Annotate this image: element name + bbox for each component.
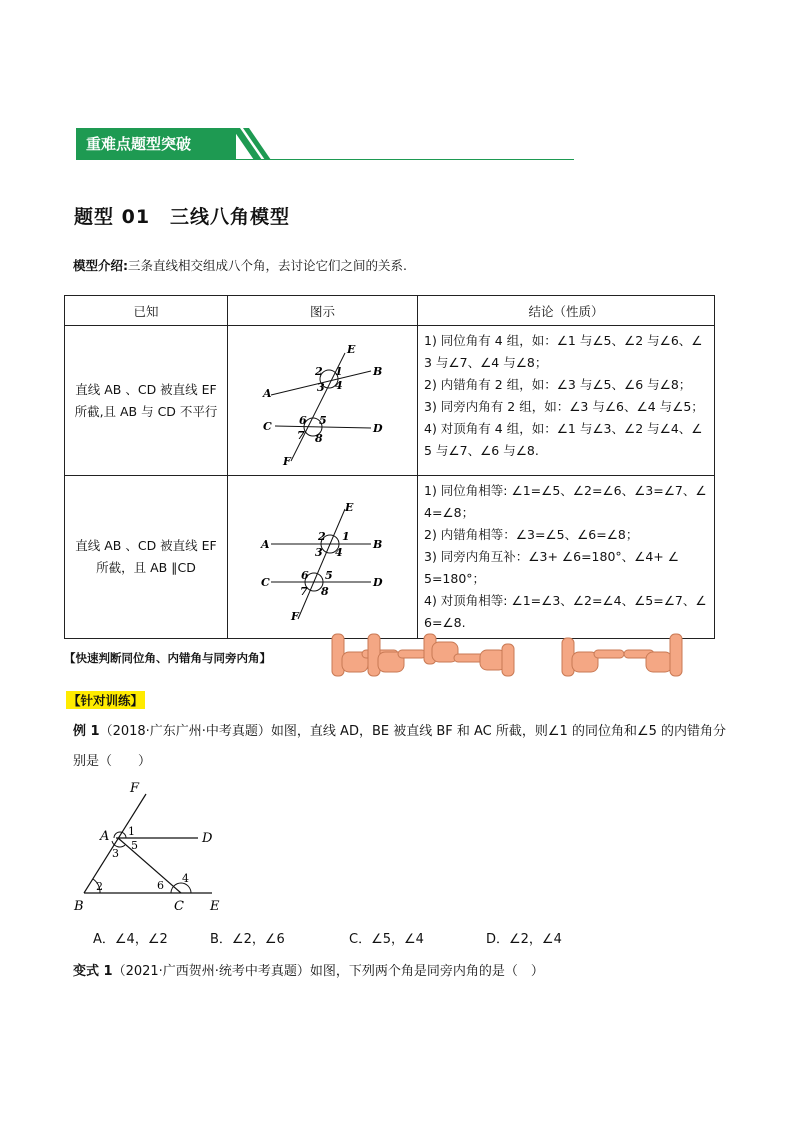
figure-cell bbox=[228, 326, 418, 476]
fig-label: F bbox=[282, 454, 291, 468]
header-figure: 图示 bbox=[228, 296, 418, 326]
conclusion-line: 1) 同位角相等: ∠1=∠5、∠2=∠6、∠3=∠7、∠ bbox=[424, 483, 707, 498]
conclusion-cell bbox=[418, 476, 715, 639]
variant-1-label: 变式 1 bbox=[73, 964, 113, 979]
fig-label: 1 bbox=[341, 530, 350, 543]
intro-label: 模型介绍: bbox=[73, 258, 128, 273]
fig-label: 2 bbox=[96, 880, 103, 893]
fig-label: 8 bbox=[320, 585, 329, 598]
fig-label: C bbox=[262, 419, 272, 433]
fig-label: B bbox=[372, 364, 382, 378]
fig-label: 5 bbox=[131, 839, 138, 852]
three-lines-figure-parallel bbox=[253, 487, 393, 627]
conclusion-line: 4) 对顶角相等: ∠1=∠3、∠2=∠4、∠5=∠7、∠ bbox=[424, 593, 707, 608]
option-d[interactable]: D．∠2，∠4 bbox=[486, 932, 562, 947]
fig-label: 3 bbox=[314, 546, 323, 559]
example-1 bbox=[73, 717, 733, 777]
option-c[interactable]: C．∠5，∠4 bbox=[349, 932, 424, 947]
fig-label: C bbox=[260, 576, 270, 589]
model-intro bbox=[73, 256, 407, 274]
example-1-figure bbox=[70, 778, 240, 918]
fig-label: 4 bbox=[334, 378, 343, 392]
section-banner bbox=[76, 128, 236, 160]
fig-label: B bbox=[74, 899, 84, 914]
conclusion-line: 3 与∠7、∠4 与∠8； bbox=[424, 355, 548, 370]
fig-label: D bbox=[372, 421, 383, 435]
fig-label: 3 bbox=[112, 847, 119, 860]
conclusion-line: 3) 同旁内角互补：∠3+ ∠6=180°、∠4+ ∠ bbox=[424, 549, 679, 564]
conclusion-line: 5 与∠7、∠6 与∠8. bbox=[424, 443, 539, 458]
fig-label: E bbox=[346, 342, 355, 356]
fig-label: 1 bbox=[128, 825, 135, 838]
banner-underline bbox=[76, 159, 574, 160]
known-cell: 直线 AB 、CD 被直线 EF 所截，且 AB ∥CD bbox=[65, 476, 228, 639]
practice-label: 【针对训练】 bbox=[68, 693, 144, 708]
example-1-text: （2018·广东广州·中考真题）如图，直线 AD，BE 被直线 BF 和 AC 所截，则∠1 的同位角和∠5 的内错角分别是（ ） bbox=[73, 724, 727, 769]
fig-label: 7 bbox=[299, 585, 308, 598]
variant-1-text: （2021·广西贺州·统考中考真题）如图，下列两个角是同旁内角的是（ ） bbox=[112, 964, 544, 979]
figure-cell bbox=[228, 476, 418, 639]
table-row bbox=[65, 326, 715, 476]
three-lines-figure-nonparallel bbox=[253, 331, 393, 471]
conclusion-line: 5=180°； bbox=[424, 571, 486, 586]
fig-label: A bbox=[100, 829, 110, 844]
option-a[interactable]: A．∠4，∠2 bbox=[93, 932, 168, 947]
hand-gesture-consecutive-icon bbox=[562, 634, 682, 676]
fig-label: 6 bbox=[300, 569, 309, 582]
fig-label: 2 bbox=[317, 530, 326, 543]
fig-label: 5 bbox=[318, 413, 327, 427]
header-known: 已知 bbox=[65, 296, 228, 326]
model-table bbox=[64, 295, 715, 639]
conclusion-line: 4) 对顶角有 4 组，如：∠1 与∠3、∠2 与∠4、∠ bbox=[424, 421, 703, 436]
banner-stripes-decoration bbox=[232, 124, 272, 162]
conclusion-line: 6=∠8. bbox=[424, 615, 466, 630]
table-row bbox=[65, 476, 715, 639]
conclusion-line: 2) 内错角相等：∠3=∠5、∠6=∠8； bbox=[424, 527, 639, 542]
hand-gestures-illustration bbox=[324, 628, 694, 680]
fig-label: 7 bbox=[296, 428, 305, 442]
conclusion-line: 4=∠8； bbox=[424, 505, 475, 520]
conclusion-line: 1) 同位角有 4 组，如：∠1 与∠5、∠2 与∠6、∠ bbox=[424, 333, 703, 348]
banner-title: 重难点题型突破 bbox=[86, 135, 192, 153]
fig-label: A bbox=[262, 386, 272, 400]
fig-label: 3 bbox=[316, 380, 325, 394]
fig-label: D bbox=[202, 831, 213, 846]
fig-label: 8 bbox=[314, 431, 323, 445]
fig-label: F bbox=[290, 610, 299, 623]
hand-gesture-corresponding-icon bbox=[332, 634, 426, 676]
fig-label: 4 bbox=[182, 872, 189, 885]
fig-label: E bbox=[344, 501, 353, 514]
fig-label: A bbox=[260, 538, 270, 551]
fig-label: B bbox=[372, 538, 382, 551]
conclusion-cell bbox=[418, 326, 715, 476]
known-cell: 直线 AB 、CD 被直线 EF 所截,且 AB 与 CD 不平行 bbox=[65, 326, 228, 476]
fig-label: E bbox=[210, 899, 220, 914]
variant-1 bbox=[73, 960, 544, 979]
table-header-row bbox=[65, 296, 715, 326]
header-conclusion: 结论（性质） bbox=[418, 296, 715, 326]
fig-label: 2 bbox=[314, 364, 323, 378]
hands-label: 【快速判断同位角、内错角与同旁内角】 bbox=[64, 651, 271, 665]
fig-label: F bbox=[130, 781, 140, 796]
intro-text: 三条直线相交组成八个角，去讨论它们之间的关系. bbox=[128, 258, 407, 273]
section-title: 题型 01 三线八角模型 bbox=[74, 206, 291, 228]
hand-gesture-alternate-icon bbox=[424, 634, 514, 676]
fig-label: 6 bbox=[298, 413, 307, 427]
example-1-label: 例 1 bbox=[73, 724, 100, 739]
fig-label: 4 bbox=[334, 546, 343, 559]
fig-label: C bbox=[174, 899, 184, 914]
conclusion-line: 2) 内错角有 2 组，如：∠3 与∠5、∠6 与∠8； bbox=[424, 377, 692, 392]
option-b[interactable]: B．∠2，∠6 bbox=[210, 932, 285, 947]
conclusion-line: 3) 同旁内角有 2 组，如：∠3 与∠6、∠4 与∠5； bbox=[424, 399, 704, 414]
fig-label: D bbox=[372, 576, 383, 589]
fig-label: 1 bbox=[334, 364, 343, 378]
fig-label: 6 bbox=[157, 879, 164, 892]
fig-label: 5 bbox=[324, 569, 333, 582]
